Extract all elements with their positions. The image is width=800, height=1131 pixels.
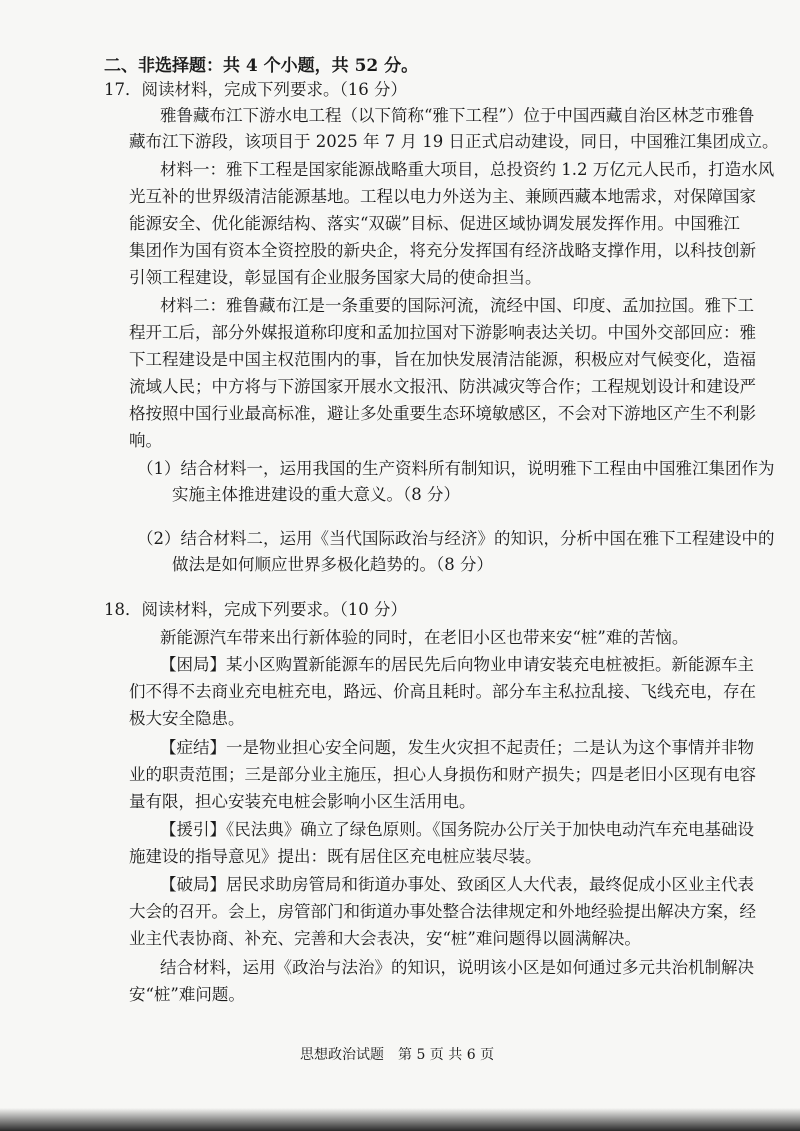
q18-poju-line: 业主代表协商、补充、完善和大会表决，安“桩”难问题得以圆满解决。 xyxy=(129,929,641,948)
q18-kunju-line: 们不得不去商业充电桩充电，路远、价高且耗时。部分车主私拉乱接、飞线充电，存在 xyxy=(129,682,756,701)
q17-sub1-line: （1）结合材料一，运用我国的生产资料所有制知识，说明雅下工程由中国雅江集团作为 xyxy=(137,459,775,478)
q17-material1-line: 材料一：雅下工程是国家能源战略重大项目，总投资约 1.2 万亿元人民币，打造水风 xyxy=(160,160,775,179)
q17-material1-line: 光互补的世界级清洁能源基地。工程以电力外送为主、兼顾西藏本地需求，对保障国家 xyxy=(129,187,756,206)
q17-material2-line: 材料二：雅鲁藏布江是一条重要的国际河流，流经中国、印度、孟加拉国。雅下工 xyxy=(160,296,754,315)
scan-edge-shadow xyxy=(0,1108,800,1131)
q17-sub2-line: （2）结合材料二，运用《当代国际政治与经济》的知识，分析中国在雅下工程建设中的 xyxy=(137,529,775,548)
q17-material2-line: 响。 xyxy=(129,431,162,450)
q17-material1-line: 引领工程建设，彰显国有企业服务国家大局的使命担当。 xyxy=(129,268,542,287)
q18-yuanyin-line: 【援引】《民法典》确立了绿色原则。《国务院办公厅关于加快电动汽车充电基础设 xyxy=(160,820,754,839)
q18-poju-line: 【破局】居民求助房管局和街道办事处、致函区人大代表，最终促成小区业主代表 xyxy=(160,875,754,894)
q18-header: 18．阅读材料，完成下列要求。（10 分） xyxy=(104,600,407,619)
q17-header: 17．阅读材料，完成下列要求。（16 分） xyxy=(104,80,407,99)
q17-material2-line: 下工程建设是中国主权范围内的事，旨在加快发展清洁能源，积极应对气候变化，造福 xyxy=(129,350,756,369)
q18-intro: 新能源汽车带来出行新体验的同时，在老旧小区也带来安“桩”难的苦恼。 xyxy=(160,628,689,647)
q18-yuanyin-line: 施建设的指导意见》提出：既有居住区充电桩应装尽装。 xyxy=(129,847,542,866)
q17-material1-line: 集团作为国有资本全资控股的新央企，将充分发挥国有经济战略支撑作用，以科技创新 xyxy=(129,241,756,260)
q17-intro-line: 雅鲁藏布江下游水电工程（以下简称“雅下工程”）位于中国西藏自治区林芝市雅鲁 xyxy=(160,106,755,125)
q17-material2-line: 流域人民；中方将与下游国家开展水文报汛、防洪减灾等合作；工程规划设计和建设严 xyxy=(129,377,756,396)
q17-sub1-line: 实施主体推进建设的重大意义。（8 分） xyxy=(172,485,460,504)
q17-material1-line: 能源安全、优化能源结构、落实“双碳”目标、促进区域协调发展发挥作用。中国雅江 xyxy=(129,214,740,233)
q18-zhengjie-line: 业的职责范围；三是部分业主施压，担心人身损伤和财产损失；四是老旧小区现有电容 xyxy=(129,765,756,784)
q17-material2-line: 格按照中国行业最高标准，避让多处重要生态环境敏感区，不会对下游地区产生不利影 xyxy=(129,404,756,423)
q17-sub2-line: 做法是如何顺应世界多极化趋势的。（8 分） xyxy=(172,555,493,574)
page-footer: 思想政治试题 第 5 页 共 6 页 xyxy=(300,1047,495,1063)
q18-question-line: 结合材料，运用《政治与法治》的知识，说明该小区是如何通过多元共治机制解决 xyxy=(160,958,754,977)
q18-zhengjie-line: 量有限，担心安装充电桩会影响小区生活用电。 xyxy=(129,792,476,811)
q18-question-line: 安“桩”难问题。 xyxy=(129,985,245,1004)
q17-material2-line: 程开工后，部分外媒报道称印度和孟加拉国对下游影响表达关切。中国外交部回应：雅 xyxy=(129,323,756,342)
q18-zhengjie-line: 【症结】一是物业担心安全问题，发生火灾担不起责任；二是认为这个事情并非物 xyxy=(160,738,754,757)
q18-kunju-line: 【困局】某小区购置新能源车的居民先后向物业申请安装充电桩被拒。新能源车主 xyxy=(160,655,754,674)
q18-kunju-line: 极大安全隐患。 xyxy=(129,709,245,728)
section-title: 二、非选择题：共 4 个小题，共 52 分。 xyxy=(104,56,419,76)
q17-intro-line: 藏布江下游段，该项目于 2025 年 7 月 19 日正式启动建设，同日，中国雅江集团成立。 xyxy=(129,132,779,151)
q18-poju-line: 大会的召开。会上，房管部门和街道办事处整合法律规定和外地经验提出解决方案，经 xyxy=(129,902,756,921)
